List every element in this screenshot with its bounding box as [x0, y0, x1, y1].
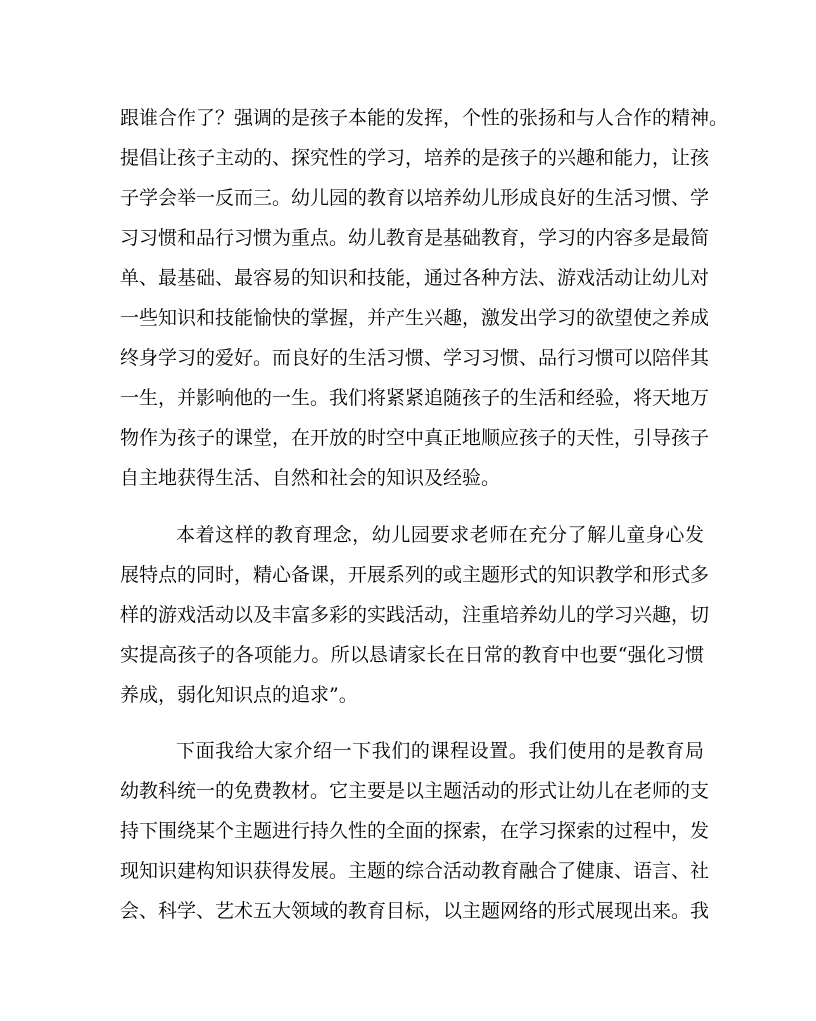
paragraph-3-line-2: 幼教科统一的免费教材。它主要是以主题活动的形式让幼儿在老师的支 [120, 780, 710, 802]
paragraph-1-line-1: 跟谁合作了？强调的是孩子本能的发挥，个性的张扬和与人合作的精神。 [120, 107, 729, 129]
paragraph-1-line-2: 提倡让孩子主动的、探究性的学习，培养的是孩子的兴趣和能力，让孩 [120, 147, 710, 169]
paragraph-1-line-6: 一些知识和技能愉快的掌握，并产生兴趣，激发出学习的欲望使之养成 [120, 307, 710, 329]
paragraph-2-line-1: 本着这样的教育理念，幼儿园要求老师在充分了解儿童身心发 [176, 524, 704, 546]
paragraph-1-line-5: 单、最基础、最容易的知识和技能，通过各种方法、游戏活动让幼儿对 [120, 267, 710, 289]
paragraph-1-line-8: 一生，并影响他的一生。我们将紧紧追随孩子的生活和经验，将天地万 [120, 387, 710, 409]
paragraph-3-line-5: 会、科学、艺术五大领域的教育目标，以主题网络的形式展现出来。我 [120, 900, 710, 922]
paragraph-2-line-3: 样的游戏活动以及丰富多彩的实践活动，注重培养幼儿的学习兴趣，切 [120, 604, 710, 626]
paragraph-1-line-10: 自主地获得生活、自然和社会的知识及经验。 [120, 467, 501, 489]
paragraph-3-line-4: 现知识建构知识获得发展。主题的综合活动教育融合了健康、语言、社 [120, 860, 710, 882]
paragraph-3-line-1: 下面我给大家介绍一下我们的课程设置。我们使用的是教育局 [176, 740, 704, 762]
paragraph-2-line-4: 实提高孩子的各项能力。所以恳请家长在日常的教育中也要“强化习惯 [120, 644, 704, 666]
paragraph-1-line-9: 物作为孩子的课堂，在开放的时空中真正地顺应孩子的天性，引导孩子 [120, 427, 710, 449]
paragraph-1-line-3: 子学会举一反而三。幼儿园的教育以培养幼儿形成良好的生活习惯、学 [120, 187, 710, 209]
paragraph-1-line-7: 终身学习的爱好。而良好的生活习惯、学习习惯、品行习惯可以陪伴其 [120, 347, 710, 369]
paragraph-1-line-4: 习习惯和品行习惯为重点。幼儿教育是基础教育，学习的内容多是最简 [120, 227, 710, 249]
paragraph-3-line-3: 持下围绕某个主题进行持久性的全面的探索，在学习探索的过程中，发 [120, 820, 710, 842]
paragraph-2-line-2: 展特点的同时，精心备课，开展系列的或主题形式的知识教学和形式多 [120, 564, 710, 586]
paragraph-2-line-5: 养成，弱化知识点的追求”。 [120, 684, 358, 706]
